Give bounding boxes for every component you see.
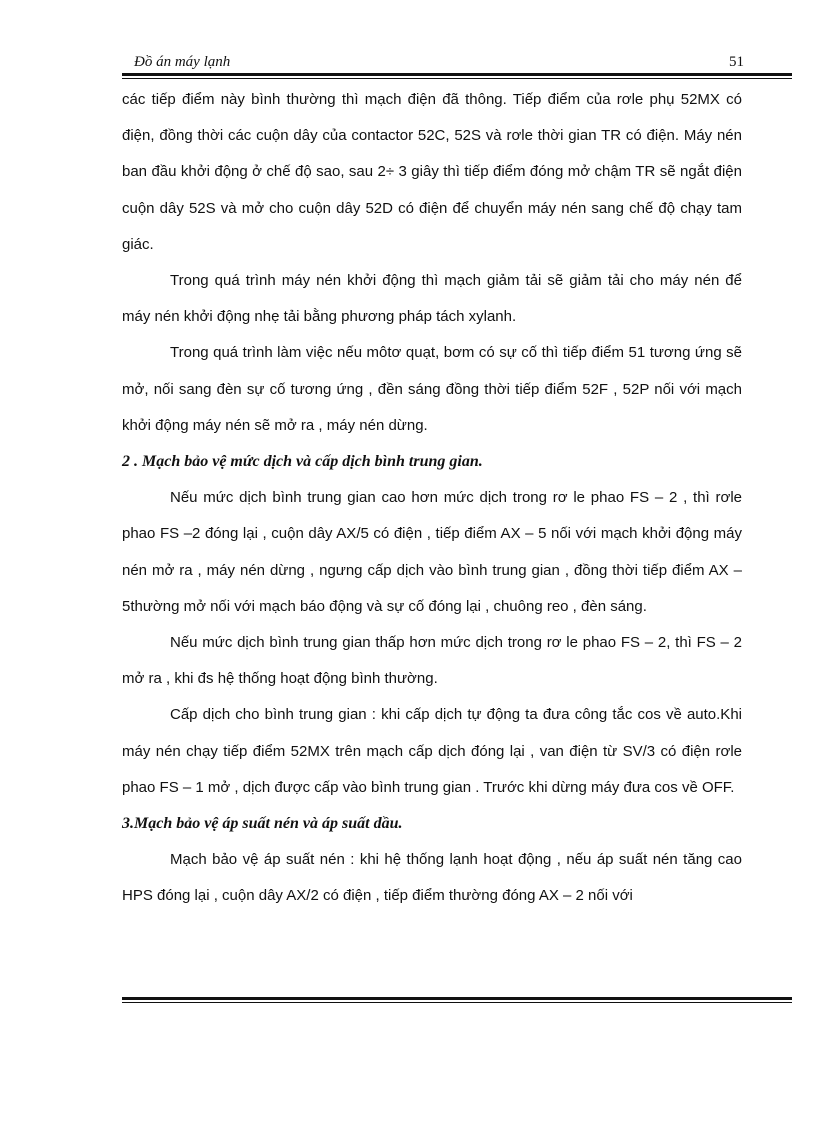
- paragraph-7: Mạch bảo vệ áp suất nén : khi hệ thống lạnh hoạt động , nếu áp suất nén tăng cao HPS đóng lại , cuộn dây AX/2 có điện , tiếp điểm thường đóng AX – 2 nối với: [122, 851, 742, 905]
- footer-rule-thin: [122, 1002, 792, 1003]
- section-heading-3: 3.Mạch bảo vệ áp suất nén và áp suất dầu.: [122, 815, 403, 833]
- header-title: Đồ án máy lạnh: [134, 54, 231, 70]
- paragraph-1: các tiếp điểm này bình thường thì mạch điện đã thông. Tiếp điểm của rơle phụ 52MX có điện, đồng thời các cuộn dây của contactor 52C, 52S và rơle thời gian TR có điện. Máy nén ban đầu khởi động ở chế độ sao, sau 2÷ 3 giây thì tiếp điểm đóng mở chậm TR sẽ ngắt điện cuộn dây 52S và mở cho cuộn dây 52D có điện để chuyển máy nén sang chế độ chạy tam giác.: [122, 91, 742, 253]
- paragraph-2: Trong quá trình máy nén khởi động thì mạch giảm tải sẽ giảm tải cho máy nén để máy nén khởi động nhẹ tải bằng phương pháp tách xylanh.: [122, 272, 742, 326]
- paragraph-6: Cấp dịch cho bình trung gian : khi cấp dịch tự động ta đưa công tắc cos về auto.Khi máy nén chạy tiếp điểm 52MX trên mạch cấp dịch đóng lại , van điện từ SV/3 có điện rơle phao FS – 1 mở , dịch được cấp vào bình trung gian . Trước khi dừng máy đưa cos về OFF.: [122, 706, 742, 796]
- section-heading-2: 2 . Mạch bảo vệ mức dịch và cấp dịch bình trung gian.: [122, 453, 483, 471]
- header-rule-thin: [122, 78, 792, 79]
- header-rule: [122, 73, 792, 76]
- footer-rule: [122, 997, 792, 1000]
- paragraph-5: Nếu mức dịch bình trung gian thấp hơn mức dịch trong rơ le phao FS – 2, thì FS – 2 mở ra , khi đs hệ thống hoạt động bình thường.: [122, 634, 742, 688]
- page-header: [134, 54, 744, 74]
- page-body: [122, 82, 742, 915]
- paragraph-3: Trong quá trình làm việc nếu môtơ quạt, bơm có sự cố thì tiếp điểm 51 tương ứng sẽ mở, nối sang đèn sự cố tương ứng , đền sáng đồng thời tiếp điểm 52F , 52P nối với mạch khởi động máy nén sẽ mở ra , máy nén dừng.: [122, 344, 742, 434]
- page-number: 51: [729, 54, 744, 70]
- paragraph-4: Nếu mức dịch bình trung gian cao hơn mức dịch trong rơ le phao FS – 2 , thì rơle phao FS –2 đóng lại , cuộn dây AX/5 có điện , tiếp điểm AX – 5 nối với mạch khởi động máy nén mở ra , máy nén dừng , ngưng cấp dịch vào bình trung gian , đồng thời tiếp điểm AX – 5thường mở nối với mạch báo động và sự cố đóng lại , chuông reo , đèn sáng.: [122, 489, 742, 615]
